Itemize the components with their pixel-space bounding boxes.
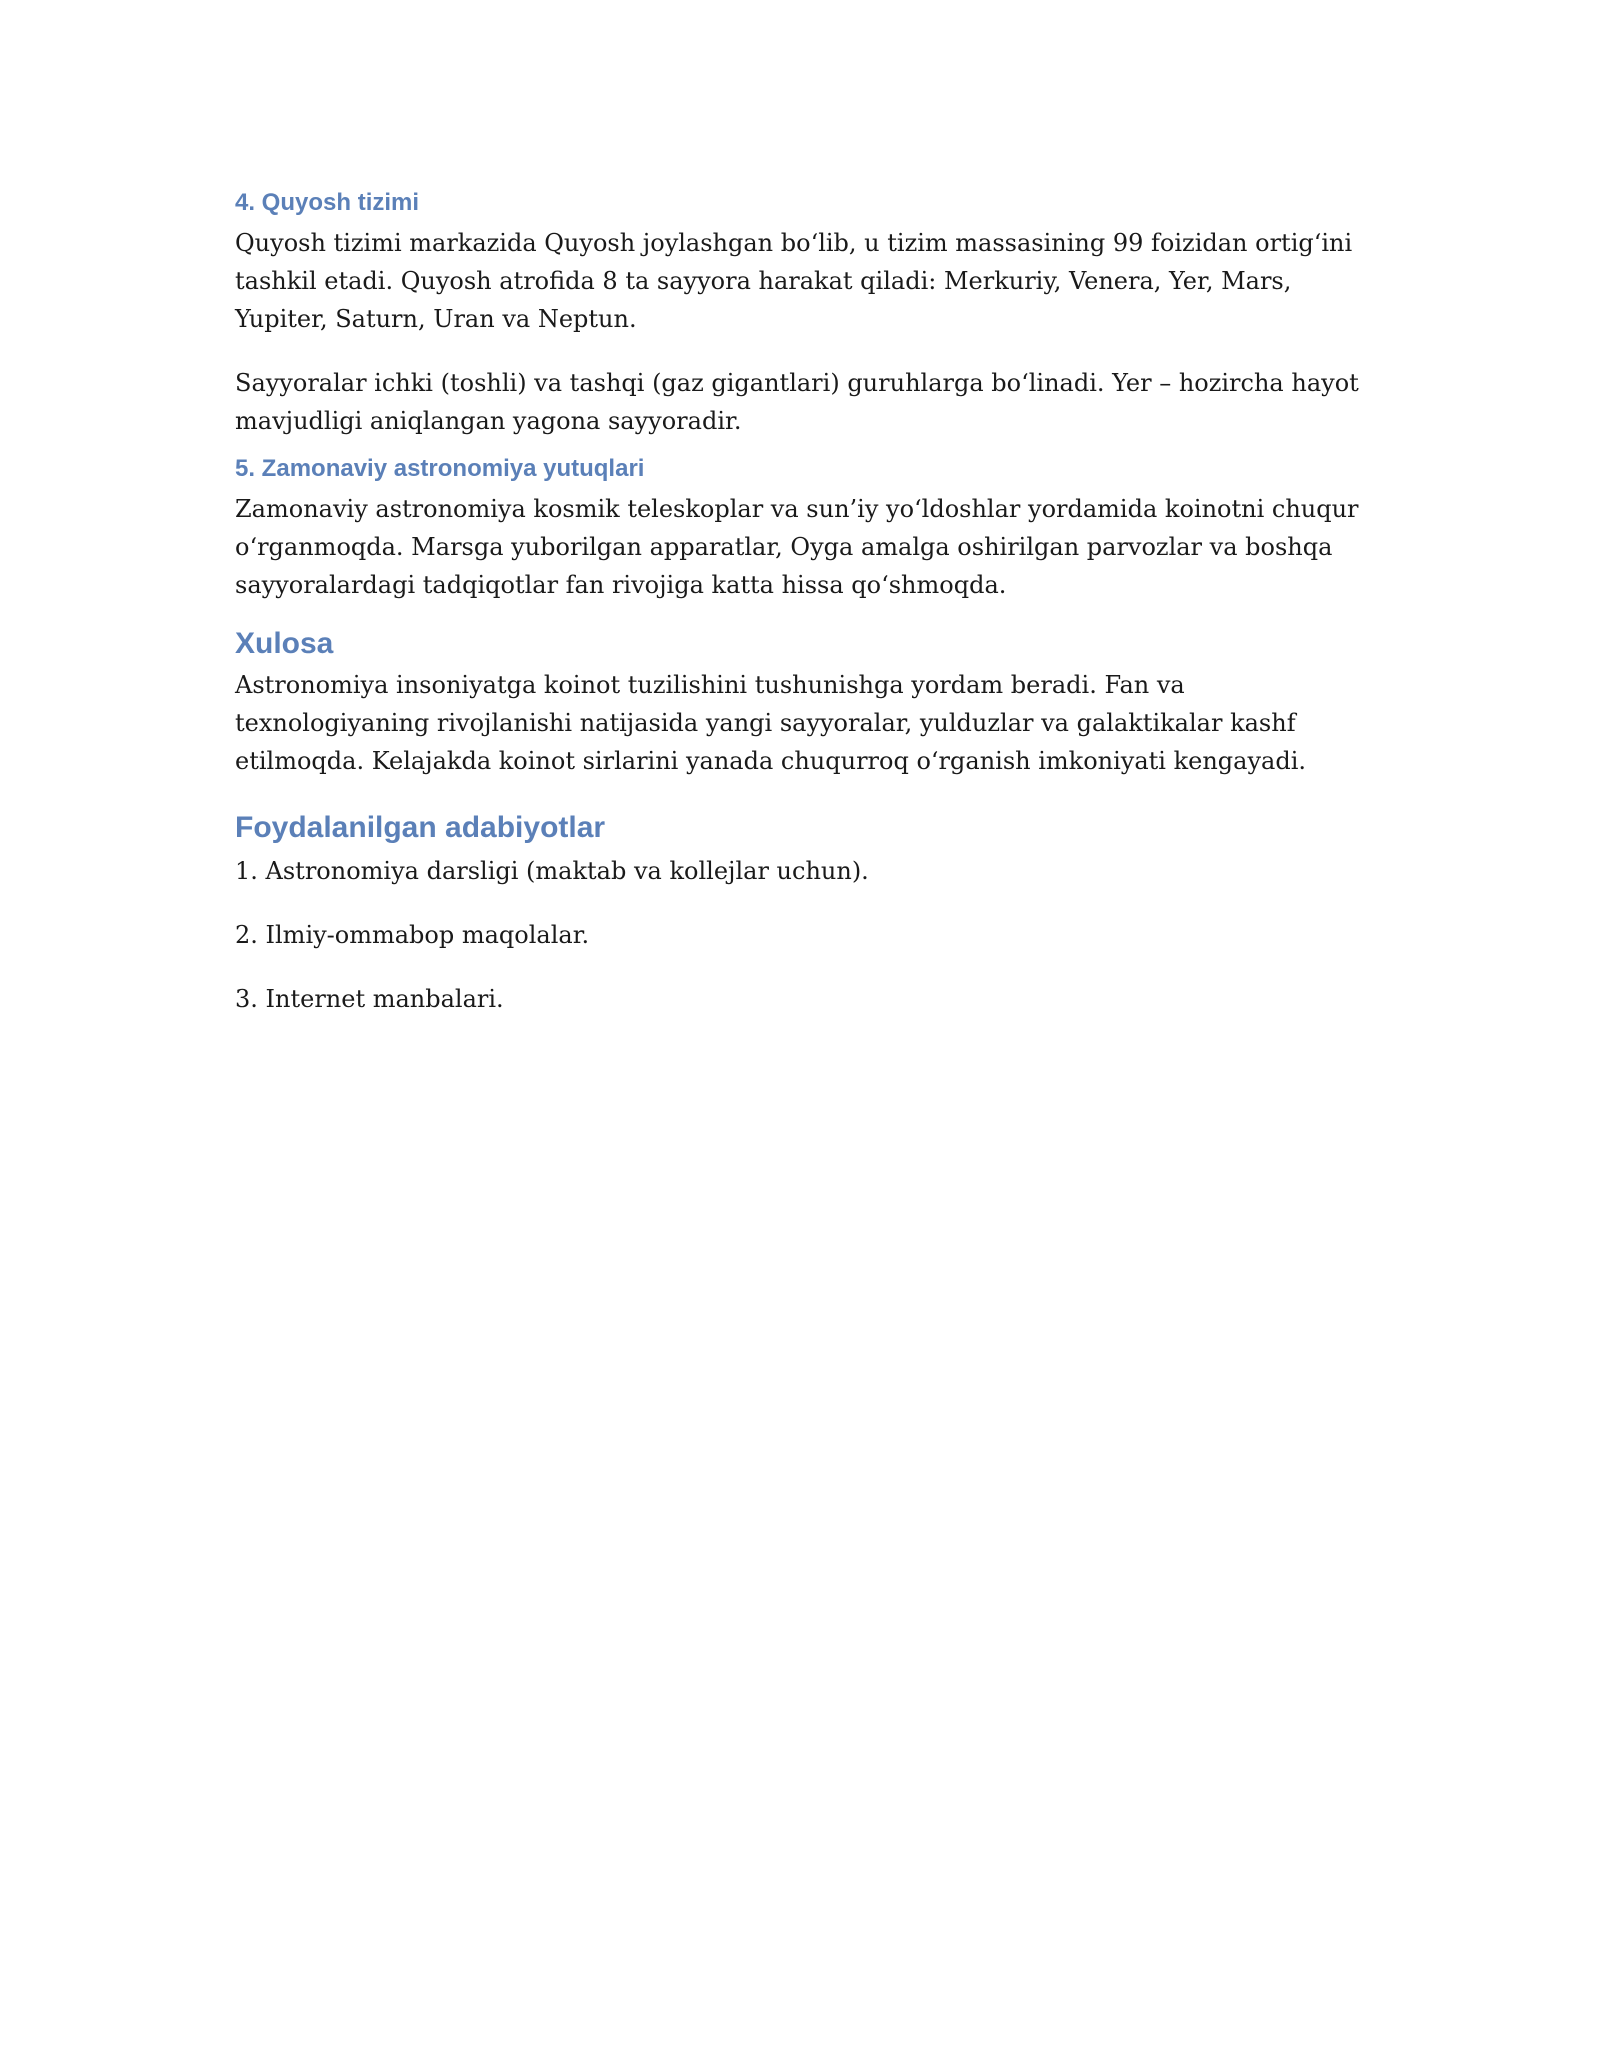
reference-item: 3. Internet manbalari.	[235, 985, 504, 1013]
conclusion-heading: Xulosa	[235, 627, 334, 660]
section-heading-solar-system: 4. Quyosh tizimi	[235, 189, 420, 216]
reference-item: 1. Astronomiya darsligi (maktab va kollejlar uchun).	[235, 857, 869, 885]
document-body	[235, 186, 1365, 1018]
section-paragraph: Zamonaviy astronomiya kosmik teleskoplar va sun’iy yo‘ldoshlar yordamida koinotni chuqur o‘rganmoqda. Marsga yuborilgan apparatlar, Oyga amalga oshirilgan parvozlar va boshqa sayyoralardagi tadqiqotlar fan rivojiga katta hissa qo‘shmoqda.	[235, 495, 1359, 599]
reference-item: 2. Ilmiy-ommabop maqolalar.	[235, 921, 590, 949]
section-heading-modern-astronomy: 5. Zamonaviy astronomiya yutuqlari	[235, 455, 645, 482]
section-paragraph: Sayyoralar ichki (toshli) va tashqi (gaz gigantlari) guruhlarga bo‘linadi. Yer – hozircha hayot mavjudligi aniqlangan yagona sayyoradir.	[235, 369, 1359, 435]
references-heading: Foydalanilgan adabiyotlar	[235, 811, 606, 844]
section-paragraph: Quyosh tizimi markazida Quyosh joylashgan bo‘lib, u tizim massasining 99 foizidan ortig‘ini tashkil etadi. Quyosh atrofida 8 ta sayyora harakat qiladi: Merkuriy, Venera, Yer, Mars, Yupiter, Saturn, Uran va Neptun.	[235, 229, 1353, 333]
conclusion-paragraph: Astronomiya insoniyatga koinot tuzilishini tushunishga yordam beradi. Fan va texnologiyaning rivojlanishi natijasida yangi sayyoralar, yulduzlar va galaktikalar kashf etilmoqda. Kelajakda koinot sirlarini yanada chuqurroq o‘rganish imkoniyati kengayadi.	[235, 671, 1307, 775]
